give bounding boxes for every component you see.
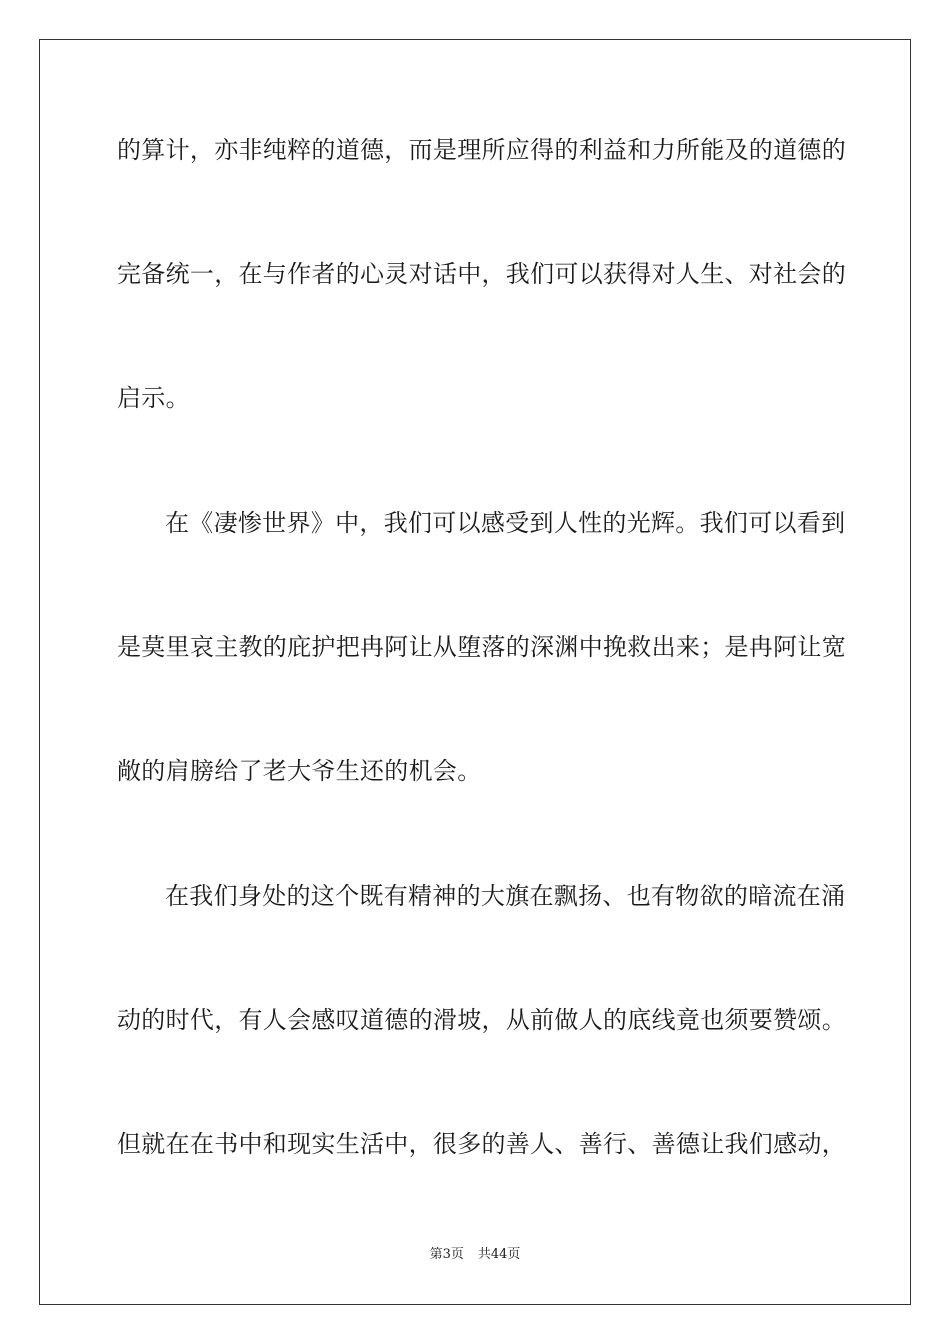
paragraph-start-line-4: 在《凄惨世界》中，我们可以感受到人性的光辉。我们可以看到 (165, 509, 846, 537)
text-line-6: 敞的肩膀给了老大爷生还的机会。 (117, 757, 482, 785)
text-line-9: 但就在在书中和现实生活中，很多的善人、善行、善德让我们感动， (117, 1130, 846, 1158)
paragraph-start-line-7: 在我们身处的这个既有精神的大旗在飘扬、也有物欲的暗流在涌 (165, 882, 846, 910)
page-total: 共44页 (477, 1247, 521, 1262)
text-line-3: 启示。 (117, 384, 190, 412)
text-line-8: 动的时代，有人会感叹道德的滑坡，从前做人的底线竟也须要赞颂。 (117, 1006, 846, 1034)
page-border (39, 39, 911, 1305)
page-footer (0, 1246, 950, 1264)
text-line-2: 完备统一，在与作者的心灵对话中，我们可以获得对人生、对社会的 (117, 260, 846, 288)
page-number: 第3页 (429, 1247, 464, 1262)
text-line-5: 是莫里哀主教的庇护把冉阿让从堕落的深渊中挽救出来；是冉阿让宽 (117, 633, 846, 661)
text-line-1: 的算计，亦非纯粹的道德，而是理所应得的利益和力所能及的道德的 (117, 136, 846, 164)
